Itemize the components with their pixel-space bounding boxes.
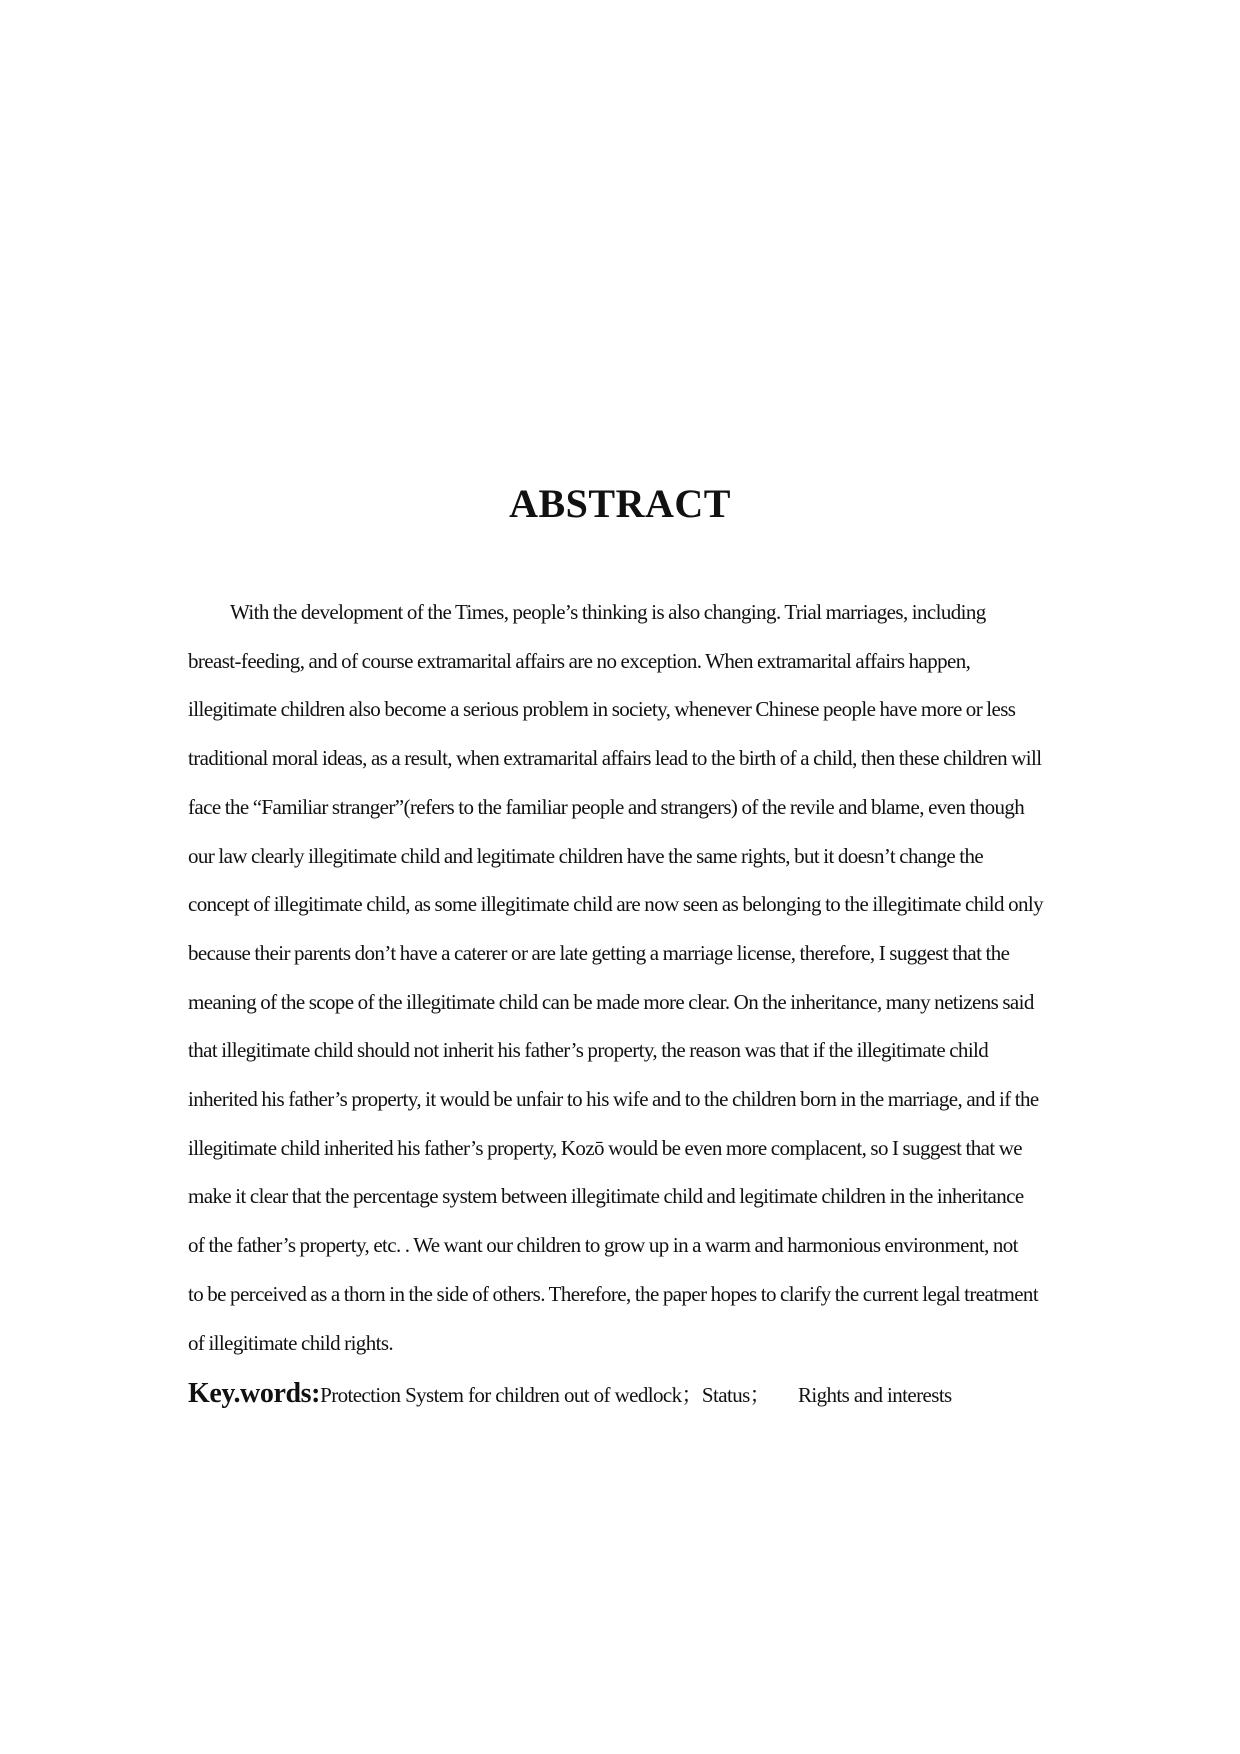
abstract-line: concept of illegitimate child, as some illegitimate child are now seen as belonging to the illegitimate child only (188, 892, 1044, 917)
abstract-line: With the development of the Times, people’s thinking is also changing. Trial marriages, including (230, 600, 986, 624)
abstract-line: breast-feeding, and of course extramarital affairs are no exception. When extramarital affairs happen, (188, 648, 971, 673)
page-title: ABSTRACT (509, 481, 731, 526)
abstract-line: because their parents don’t have a caterer or are late getting a marriage license, therefore, I suggest that the (188, 940, 1010, 965)
abstract-line: that illegitimate child should not inherit his father’s property, the reason was that if the illegitimate child (188, 1038, 989, 1063)
abstract-line: inherited his father’s property, it would be unfair to his wife and to the children born in the marriage, and if the (188, 1087, 1039, 1112)
abstract-line: of the father’s property, etc. . We want our children to grow up in a warm and harmonious environment, not (188, 1233, 1018, 1258)
abstract-line: traditional moral ideas, as a result, when extramarital affairs lead to the birth of a child, then these children will (188, 746, 1042, 771)
abstract-paragraph (188, 588, 1064, 1367)
keywords-line (188, 1378, 952, 1410)
abstract-line: our law clearly illegitimate child and legitimate children have the same rights, but it doesn’t change the (188, 843, 984, 868)
abstract-line: of illegitimate child rights. (188, 1330, 394, 1355)
abstract-line: illegitimate child inherited his father’s property, Kozō would be even more complacent, so I suggest that we (188, 1135, 1023, 1160)
abstract-line: to be perceived as a thorn in the side of others. Therefore, the paper hopes to clarify the current legal treatment (188, 1281, 1039, 1306)
keywords-label: Key.words: (188, 1378, 321, 1409)
keywords-text: Protection System for children out of wedlock；Status； Rights and interests (320, 1383, 952, 1407)
abstract-line: meaning of the scope of the illegitimate child can be made more clear. On the inheritance, many netizens said (188, 989, 1034, 1014)
abstract-line: illegitimate children also become a serious problem in society, whenever Chinese people have more or less (188, 697, 1016, 722)
abstract-line: face the “Familiar stranger”(refers to the familiar people and strangers) of the revile and blame, even though (188, 794, 1025, 819)
abstract-line: make it clear that the percentage system between illegitimate child and legitimate children in the inheritance (188, 1184, 1024, 1209)
